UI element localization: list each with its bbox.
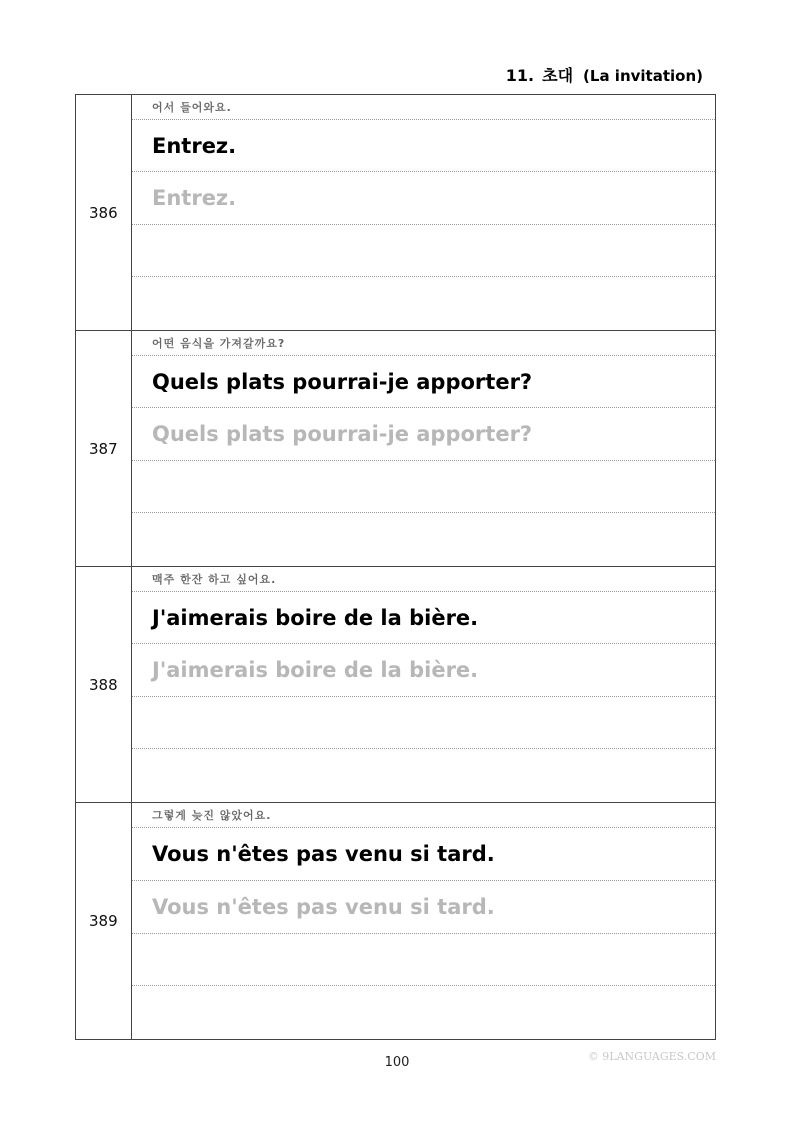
writing-lines	[132, 803, 715, 1039]
writing-lines	[132, 95, 715, 330]
chapter-number: 11.	[505, 66, 535, 85]
practice-sheet	[75, 94, 716, 1040]
exercise-number: 389	[76, 803, 132, 1039]
trace-sentence: J'aimerais boire de la bière.	[132, 644, 715, 697]
writing-lines	[132, 567, 715, 802]
model-sentence: Quels plats pourrai-je apporter?	[132, 356, 715, 409]
exercise-block	[75, 803, 716, 1040]
trace-sentence: Quels plats pourrai-je apporter?	[132, 408, 715, 461]
blank-writing-line	[132, 461, 715, 514]
exercise-block	[75, 567, 716, 803]
exercise-block	[75, 95, 716, 331]
blank-writing-line	[132, 277, 715, 330]
korean-prompt: 맥주 한잔 하고 싶어요.	[132, 567, 715, 592]
writing-lines	[132, 331, 715, 566]
blank-writing-line	[132, 697, 715, 750]
chapter-title: 초대	[542, 66, 574, 85]
trace-sentence: Entrez.	[132, 172, 715, 225]
exercise-block	[75, 331, 716, 567]
copyright-notice: © 9LANGUAGES.COM	[587, 1050, 716, 1063]
model-sentence: J'aimerais boire de la bière.	[132, 592, 715, 645]
blank-writing-line	[132, 986, 715, 1039]
model-sentence: Vous n'êtes pas venu si tard.	[132, 828, 715, 881]
korean-prompt: 어떤 음식을 가져갈까요?	[132, 331, 715, 356]
exercise-number: 386	[76, 95, 132, 330]
page-number: 100	[384, 1055, 410, 1070]
blank-writing-line	[132, 749, 715, 802]
trace-sentence: Vous n'êtes pas venu si tard.	[132, 881, 715, 934]
model-sentence: Entrez.	[132, 120, 715, 173]
blank-writing-line	[132, 225, 715, 278]
exercise-number: 388	[76, 567, 132, 802]
korean-prompt: 어서 들어와요.	[132, 95, 715, 120]
blank-writing-line	[132, 934, 715, 987]
page-header	[506, 63, 703, 86]
exercise-number: 387	[76, 331, 132, 566]
korean-prompt: 그렇게 늦진 않았어요.	[132, 803, 715, 828]
blank-writing-line	[132, 513, 715, 566]
chapter-subtitle: (La invitation)	[583, 67, 703, 85]
